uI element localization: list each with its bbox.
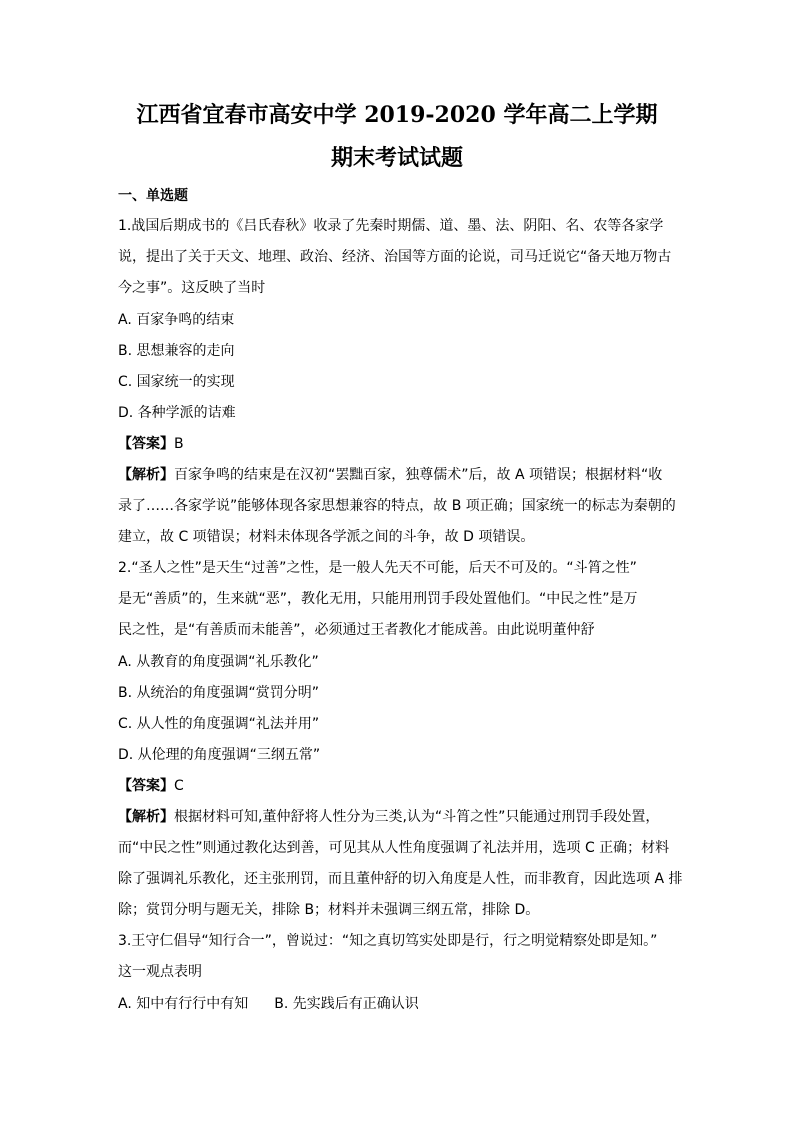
q1-stem-line: 1.战国后期成书的《吕氏春秋》收录了先秦时期儒、道、墨、法、阴阳、名、农等各家学 (118, 218, 664, 234)
analysis-text: 百家争鸣的结束是在汉初“罢黜百家，独尊儒术”后，故 A 项错误；根据材料“收 (174, 467, 663, 483)
q1-analysis-line (118, 465, 678, 485)
q2-analysis-line: 而“中民之性”则通过教化达到善，可见其从人性角度强调了礼法并用，选项 C 正确；材料 (118, 840, 670, 856)
q2-analysis-line (118, 807, 678, 827)
section-heading: 一、单选题 (118, 188, 188, 204)
q2-option-b: B. 从统治的角度强调“赏罚分明” (118, 685, 320, 701)
analysis-tag: 【解析】 (118, 809, 174, 825)
q1-option-c: C. 国家统一的实现 (118, 374, 235, 390)
q2-answer (118, 776, 678, 796)
q2-stem-line: 是无“善质”的，生来就“恶”，教化无用，只能用刑罚手段处置他们。“中民之性”是万 (118, 591, 638, 607)
answer-value: B (174, 436, 184, 452)
answer-tag: 【答案】 (118, 778, 174, 794)
q1-option-b: B. 思想兼容的走向 (118, 343, 235, 359)
q2-option-a: A. 从教育的角度强调“礼乐教化” (118, 654, 319, 670)
analysis-text: 根据材料可知,董仲舒将人性分为三类,认为“斗筲之性”只能通过刑罚手段处置， (174, 809, 660, 825)
q3-option-a: A. 知中有行行中有知 (118, 996, 249, 1012)
q3-option-b: B. 先实践后有正确认识 (274, 996, 419, 1012)
q1-analysis-line: 建立，故 C 项错误；材料未体现各学派之间的斗争，故 D 项错误。 (118, 529, 535, 545)
q1-analysis-line: 录了……各家学说”能够体现各家思想兼容的特点，故 B 项正确；国家统一的标志为秦朝的 (118, 498, 676, 514)
answer-tag: 【答案】 (118, 436, 174, 452)
q1-option-a: A. 百家争鸣的结束 (118, 312, 235, 328)
q2-stem-line: 2.“圣人之性”是天生“过善”之性，是一般人先天不可能，后天不可及的。“斗筲之性” (118, 560, 637, 576)
answer-value: C (174, 778, 184, 794)
q1-option-d: D. 各种学派的诘难 (118, 405, 236, 421)
q1-stem-line: 今之事”。这反映了当时 (118, 280, 266, 296)
exam-title-line1: 江西省宜春市高安中学 2019-2020 学年高二上学期 (136, 102, 658, 128)
q2-option-d: D. 从伦理的角度强调“三纲五常” (118, 747, 321, 763)
q1-answer (118, 434, 678, 454)
q3-stem-line: 这一观点表明 (118, 964, 202, 980)
q2-option-c: C. 从人性的角度强调“礼法并用” (118, 716, 320, 732)
q2-analysis-line: 除了强调礼乐教化，还主张刑罚，而且董仲舒的切入角度是人性，而非教育，因此选项 A 排 (118, 871, 683, 887)
q3-stem-line: 3.王守仁倡导“知行合一”，曾说过：“知之真切笃实处即是行，行之明觉精察处即是知。” (118, 933, 658, 949)
q1-stem-line: 说，提出了关于天文、地理、政治、经济、治国等方面的论说，司马迁说它“备天地万物古 (118, 249, 672, 265)
analysis-tag: 【解析】 (118, 467, 174, 483)
q2-analysis-line: 除；赏罚分明与题无关，排除 B；材料并未强调三纲五常，排除 D。 (118, 902, 540, 918)
q3-options-row (118, 994, 678, 1014)
q2-stem-line: 民之性，是“有善质而未能善”，必须通过王者教化才能成善。由此说明董仲舒 (118, 622, 595, 638)
exam-title-line2: 期末考试试题 (330, 145, 463, 171)
